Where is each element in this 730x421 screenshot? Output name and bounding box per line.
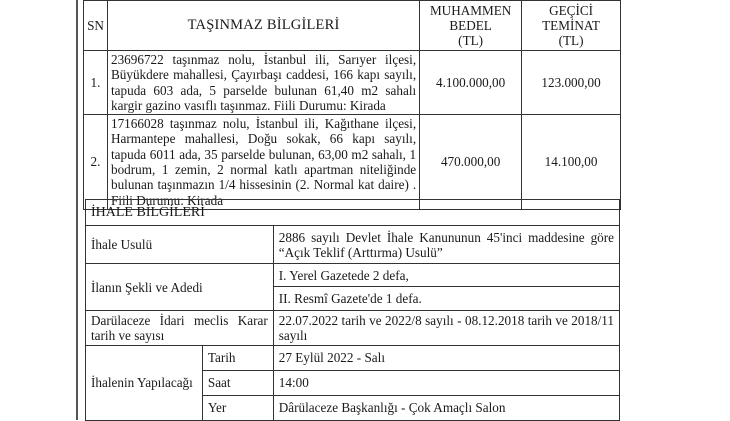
header-line: (TL): [558, 33, 584, 49]
yapilacagi-label: İhalenin Yapılacağı: [86, 345, 203, 420]
page-margin-line: [76, 0, 78, 420]
table-row: [84, 51, 621, 115]
ihale-usul-value: 2886 sayılı Devlet İhale Kanununun 45'inci maddesine göre “Açık Teklif (Arttırma) Usulü”: [273, 226, 619, 264]
ihale-title-row: [86, 200, 620, 226]
ihale-usul-row: [86, 226, 620, 264]
header-line: TEMİNAT: [542, 17, 600, 33]
yapilacagi-key-saat: Saat: [202, 370, 273, 395]
table-header-row: [84, 1, 621, 51]
header-line: (TL): [458, 33, 484, 49]
karar-row: [86, 311, 620, 346]
yapilacagi-key-yer: Yer: [202, 395, 273, 420]
header-gecici-teminat: [522, 1, 621, 51]
row-gecici-teminat: 123.000,00: [522, 51, 621, 115]
tasinmaz-table: [83, 0, 621, 210]
yapilacagi-key-tarih: Tarih: [202, 345, 273, 370]
header-line: BEDEL: [449, 17, 492, 33]
ihale-usul-label: İhale Usulü: [86, 226, 274, 264]
ihale-bilgileri-title: İHALE BİLGİLERİ: [86, 200, 620, 226]
yapilacagi-value-tarih: 27 Eylül 2022 - Salı: [273, 345, 619, 370]
row-gecici-teminat: 14.100,00: [522, 115, 621, 210]
yapilacagi-value-yer: Dârülaceze Başkanlığı - Çok Amaçlı Salon: [273, 395, 619, 420]
yapilacagi-value-saat: 14:00: [273, 370, 619, 395]
header-muhammen-bedel: [420, 1, 522, 51]
table-row: [84, 115, 621, 210]
karar-value: 22.07.2022 tarih ve 2022/8 sayılı - 08.12.2018 tarih ve 2018/11 sayılı: [273, 311, 619, 346]
header-tasinmaz-bilgileri: TAŞINMAZ BİLGİLERİ: [107, 1, 419, 51]
row-sn: 1.: [84, 51, 108, 115]
ilan-value-2: II. Resmî Gazete'de 1 defa.: [273, 287, 619, 311]
row-sn: 2.: [84, 115, 108, 210]
ilan-label: İlanın Şekli ve Adedi: [86, 264, 274, 311]
header-line: GEÇİCİ: [549, 2, 594, 18]
row-muhammen-bedel: 470.000,00: [420, 115, 522, 210]
row-muhammen-bedel: 4.100.000,00: [420, 51, 522, 115]
header-line: MUHAMMEN: [429, 2, 512, 18]
row-description: 17166028 taşınmaz nolu, İstanbul ili, Kağıthane ilçesi, Harmantepe mahallesi, Doğu sokak, 66 kapı sayılı, tapuda 6011 ada, 35 parselde bulunan, 63,00 m2 sahalı, 1 bodrum, 1 zemin, 2 normal katlı apartman niteliğinde bulunan taşınmazın 1/4 hissesinin (2. Normal kat daire) . Fiili Durumu: Kirada: [107, 115, 419, 210]
ilan-row: [86, 264, 620, 287]
ilan-value-1: I. Yerel Gazetede 2 defa,: [273, 264, 619, 287]
header-sn: SN: [84, 1, 108, 51]
karar-label: Darülaceze İdari meclis Karar tarih ve sayısı: [86, 311, 274, 346]
yapilacagi-row: [86, 345, 620, 370]
ihale-bilgileri-table: [85, 199, 620, 421]
row-description: 23696722 taşınmaz nolu, İstanbul ili, Sarıyer ilçesi, Büyükdere mahallesi, Çayırbaşı caddesi, 166 kapı sayılı, tapuda 603 ada, 5 parselde bulunan 61,40 m2 sahalı kargir gazino vasıflı taşınmaz. Fiili Durumu: Kirada: [107, 51, 419, 115]
